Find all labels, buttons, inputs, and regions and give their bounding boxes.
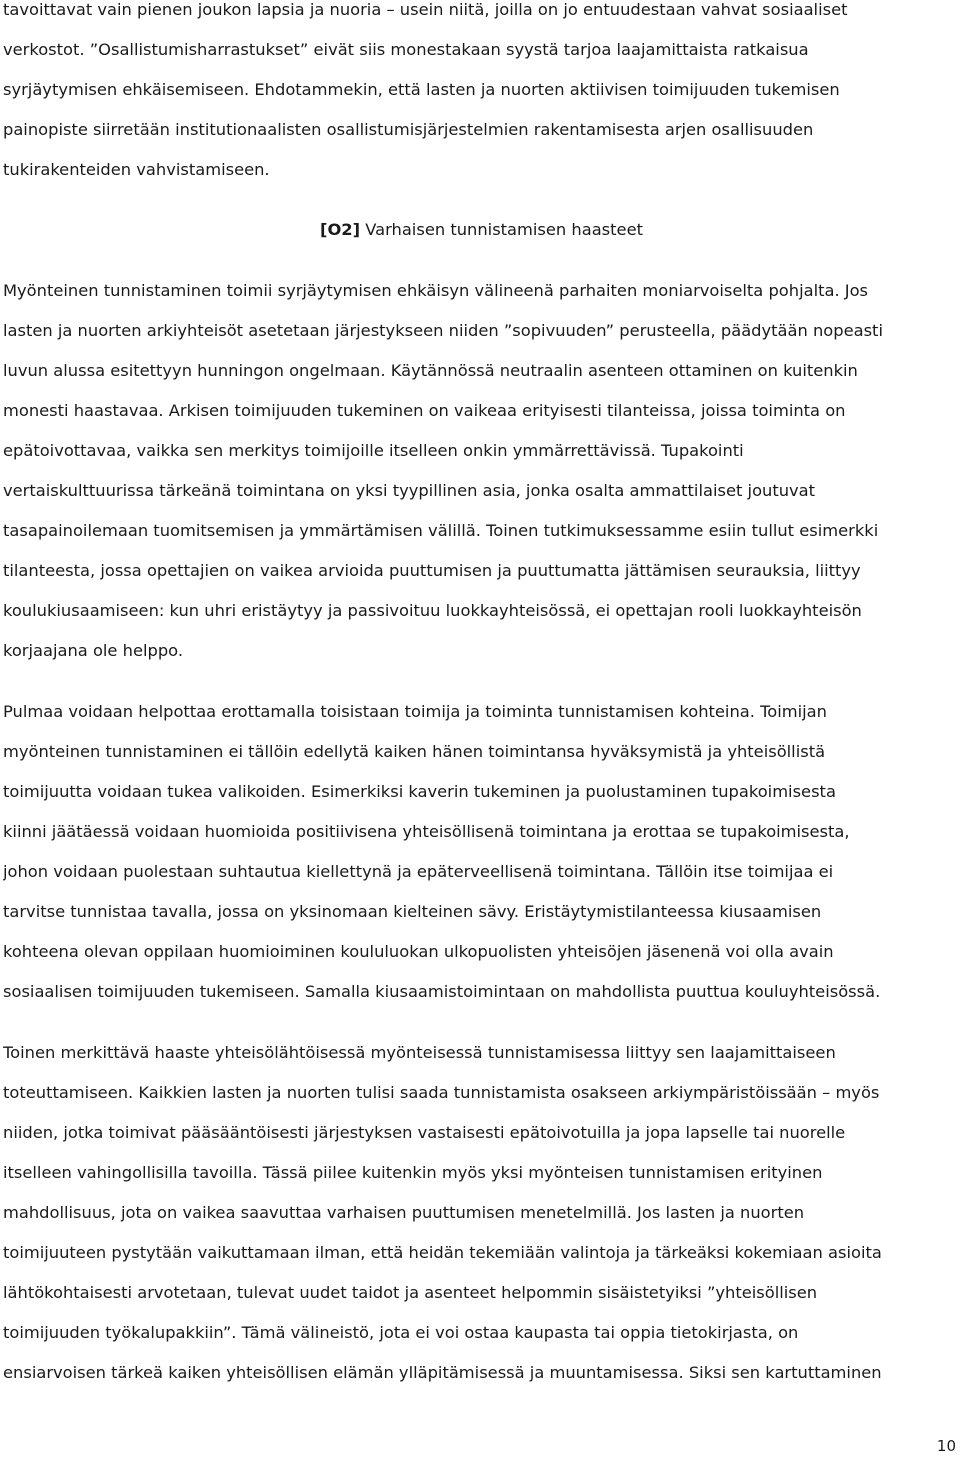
text-line: tilanteesta, jossa opettajien on vaikea arvioida puuttumisen ja puuttumatta jättämisen seurauksia, liittyy [3, 561, 861, 580]
text-line: kiinni jäätäessä voidaan huomioida positiivisena yhteisöllisenä toimintana ja erottaa se tupakoimisesta, [3, 822, 850, 841]
text-line: toimijuuden työkalupakkiin”. Tämä välineistö, jota ei voi ostaa kaupasta tai oppia tietokirjasta, on [3, 1323, 799, 1342]
text-line: verkostot. ”Osallistumisharrastukset” eivät siis monestakaan syystä tarjoa laajamittaista ratkaisua [3, 40, 809, 59]
text-line: itselleen vahingollisilla tavoilla. Tässä piilee kuitenkin myös yksi myönteisen tunnistamisen erityinen [3, 1163, 823, 1182]
text-line: painopiste siirretään institutionaalisten osallistumisjärjestelmien rakentamisesta arjen osallisuuden [3, 120, 814, 139]
text-line: luvun alussa esitettyyn hunningon ongelmaan. Käytännössä neutraalin asenteen ottaminen on kuitenkin [3, 361, 858, 380]
text-line: monesti haastavaa. Arkisen toimijuuden tukeminen on vaikeaa erityisesti tilanteissa, joissa toiminta on [3, 401, 846, 420]
section-heading-text: Varhaisen tunnistamisen haasteet [360, 220, 643, 239]
text-line: lähtökohtaisesti arvotetaan, tulevat uudet taidot ja asenteet helpommin sisäistetyiksi ”yhteisöllisen [3, 1283, 818, 1302]
text-line: tukirakenteiden vahvistamiseen. [3, 160, 270, 179]
page-number: 10 [936, 1437, 956, 1455]
text-line: mahdollisuus, jota on vaikea saavuttaa varhaisen puuttumisen menetelmillä. Jos lasten ja nuorten [3, 1203, 805, 1222]
text-line: tasapainoilemaan tuomitsemisen ja ymmärtämisen välillä. Toinen tutkimuksessamme esiin tullut esimerkki [3, 521, 879, 540]
text-line: Pulmaa voidaan helpottaa erottamalla toisistaan toimija ja toiminta tunnistamisen kohteina. Toimijan [3, 702, 827, 721]
text-line: toteuttamiseen. Kaikkien lasten ja nuorten tulisi saada tunnistamista osakseen arkiympäristöissään – myös [3, 1083, 880, 1102]
section-tag: [O2] [320, 220, 361, 239]
text-line: toimijuutta voidaan tukea valikoiden. Esimerkiksi kaverin tukeminen ja puolustaminen tupakoimisesta [3, 782, 836, 801]
text-line: kohteena olevan oppilaan huomioiminen koululuokan ulkopuolisten yhteisöjen jäsenenä voi olla avain [3, 942, 834, 961]
text-line: tarvitse tunnistaa tavalla, jossa on yksinomaan kielteinen sävy. Eristäytymistilanteessa kiusaamisen [3, 902, 822, 921]
text-line: syrjäytymisen ehkäisemiseen. Ehdotammekin, että lasten ja nuorten aktiivisen toimijuuden tukemisen [3, 80, 840, 99]
text-line: vertaiskulttuurissa tärkeänä toimintana on yksi tyypillinen asia, jonka osalta ammattilaiset joutuvat [3, 481, 816, 500]
text-line: epätoivottavaa, vaikka sen merkitys toimijoille itselleen onkin ymmärrettävissä. Tupakointi [3, 441, 744, 460]
text-line: niiden, jotka toimivat pääsääntöisesti järjestyksen vastaisesti epätoivotuilla ja jopa lapselle tai nuorelle [3, 1123, 846, 1142]
text-line: johon voidaan puolestaan suhtautua kiellettynä ja epäterveellisenä toimintana. Tällöin itse toimijaa ei [3, 862, 834, 881]
text-line: ensiarvoisen tärkeä kaiken yhteisöllisen elämän ylläpitämisessä ja muuntamisessa. Siksi sen kartuttaminen [3, 1363, 882, 1382]
text-line: lasten ja nuorten arkiyhteisöt asetetaan järjestykseen niiden ”sopivuuden” perusteella, päädytään nopeasti [3, 321, 883, 340]
text-line: toimijuuteen pystytään vaikuttamaan ilman, että heidän tekemiään valintoja ja tärkeäksi kokemiaan asioita [3, 1243, 882, 1262]
text-line: Myönteinen tunnistaminen toimii syrjäytymisen ehkäisyn välineenä parhaiten moniarvoiselta pohjalta. Jos [3, 281, 869, 300]
section-heading [3, 210, 960, 250]
text-line: myönteinen tunnistaminen ei tällöin edellytä kaiken hänen toimintansa hyväksymistä ja yhteisöllistä [3, 742, 826, 761]
text-line: koulukiusaamiseen: kun uhri eristäytyy ja passivoituu luokkayhteisössä, ei opettajan rooli luokkayhteisön [3, 601, 862, 620]
text-line: korjaajana ole helppo. [3, 641, 184, 660]
text-line: Toinen merkittävä haaste yhteisölähtöisessä myönteisessä tunnistamisessa liittyy sen laajamittaiseen [3, 1043, 836, 1062]
text-line: tavoittavat vain pienen joukon lapsia ja nuoria – usein niitä, joilla on jo entuudestaan vahvat sosiaaliset [3, 0, 848, 19]
text-line: sosiaalisen toimijuuden tukemiseen. Samalla kiusaamistoimintaan on mahdollista puuttua kouluyhteisössä. [3, 982, 881, 1001]
